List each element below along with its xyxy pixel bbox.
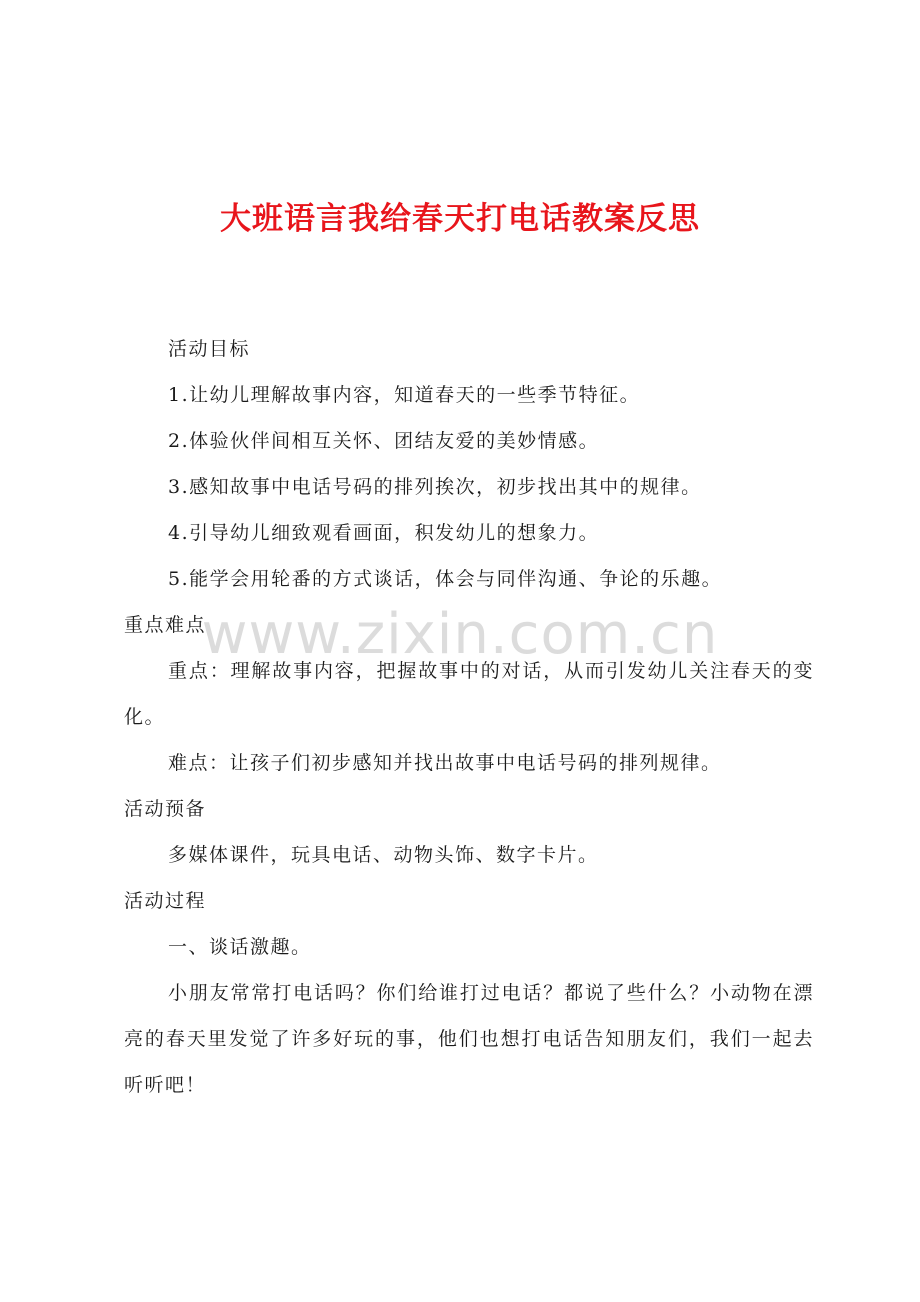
goal-item-5: 5.能学会用轮番的方式谈话，体会与同伴沟通、争论的乐趣。 <box>168 568 723 590</box>
watermark-text: www.zixin.com.cn <box>201 602 719 667</box>
goal-item-1: 1.让幼儿理解故事内容，知道春天的一些季节特征。 <box>168 384 641 406</box>
goal-item-2: 2.体验伙伴间相互关怀、团结友爱的美妙情感。 <box>168 430 600 452</box>
section-heading-preparation: 活动预备 <box>124 798 207 820</box>
goal-item-3: 3.感知故事中电话号码的排列挨次，初步找出其中的规律。 <box>168 476 702 498</box>
section-heading-process: 活动过程 <box>124 890 207 912</box>
key-point-paragraph: 重点：理解故事内容，把握故事中的对话，从而引发幼儿关注春天的变化。 <box>124 660 814 728</box>
process-step-1-heading: 一、谈话激趣。 <box>168 936 312 958</box>
goal-item-4: 4.引导幼儿细致观看画面，积发幼儿的想象力。 <box>168 522 600 544</box>
section-heading-key-points: 重点难点 <box>124 614 207 636</box>
section-heading-goals: 活动目标 <box>168 338 251 360</box>
document-body <box>124 326 814 1108</box>
process-step-1-paragraph: 小朋友常常打电话吗？你们给谁打过电话？都说了些什么？小动物在漂亮的春天里发觉了许多好玩的事，他们也想打电话告知朋友们，我们一起去听听吧！ <box>124 982 814 1096</box>
preparation-paragraph: 多媒体课件，玩具电话、动物头饰、数字卡片。 <box>168 844 599 866</box>
difficulty-paragraph: 难点：让孩子们初步感知并找出故事中电话号码的排列规律。 <box>168 752 722 774</box>
document-title: 大班语言我给春天打电话教案反思 <box>220 201 700 237</box>
